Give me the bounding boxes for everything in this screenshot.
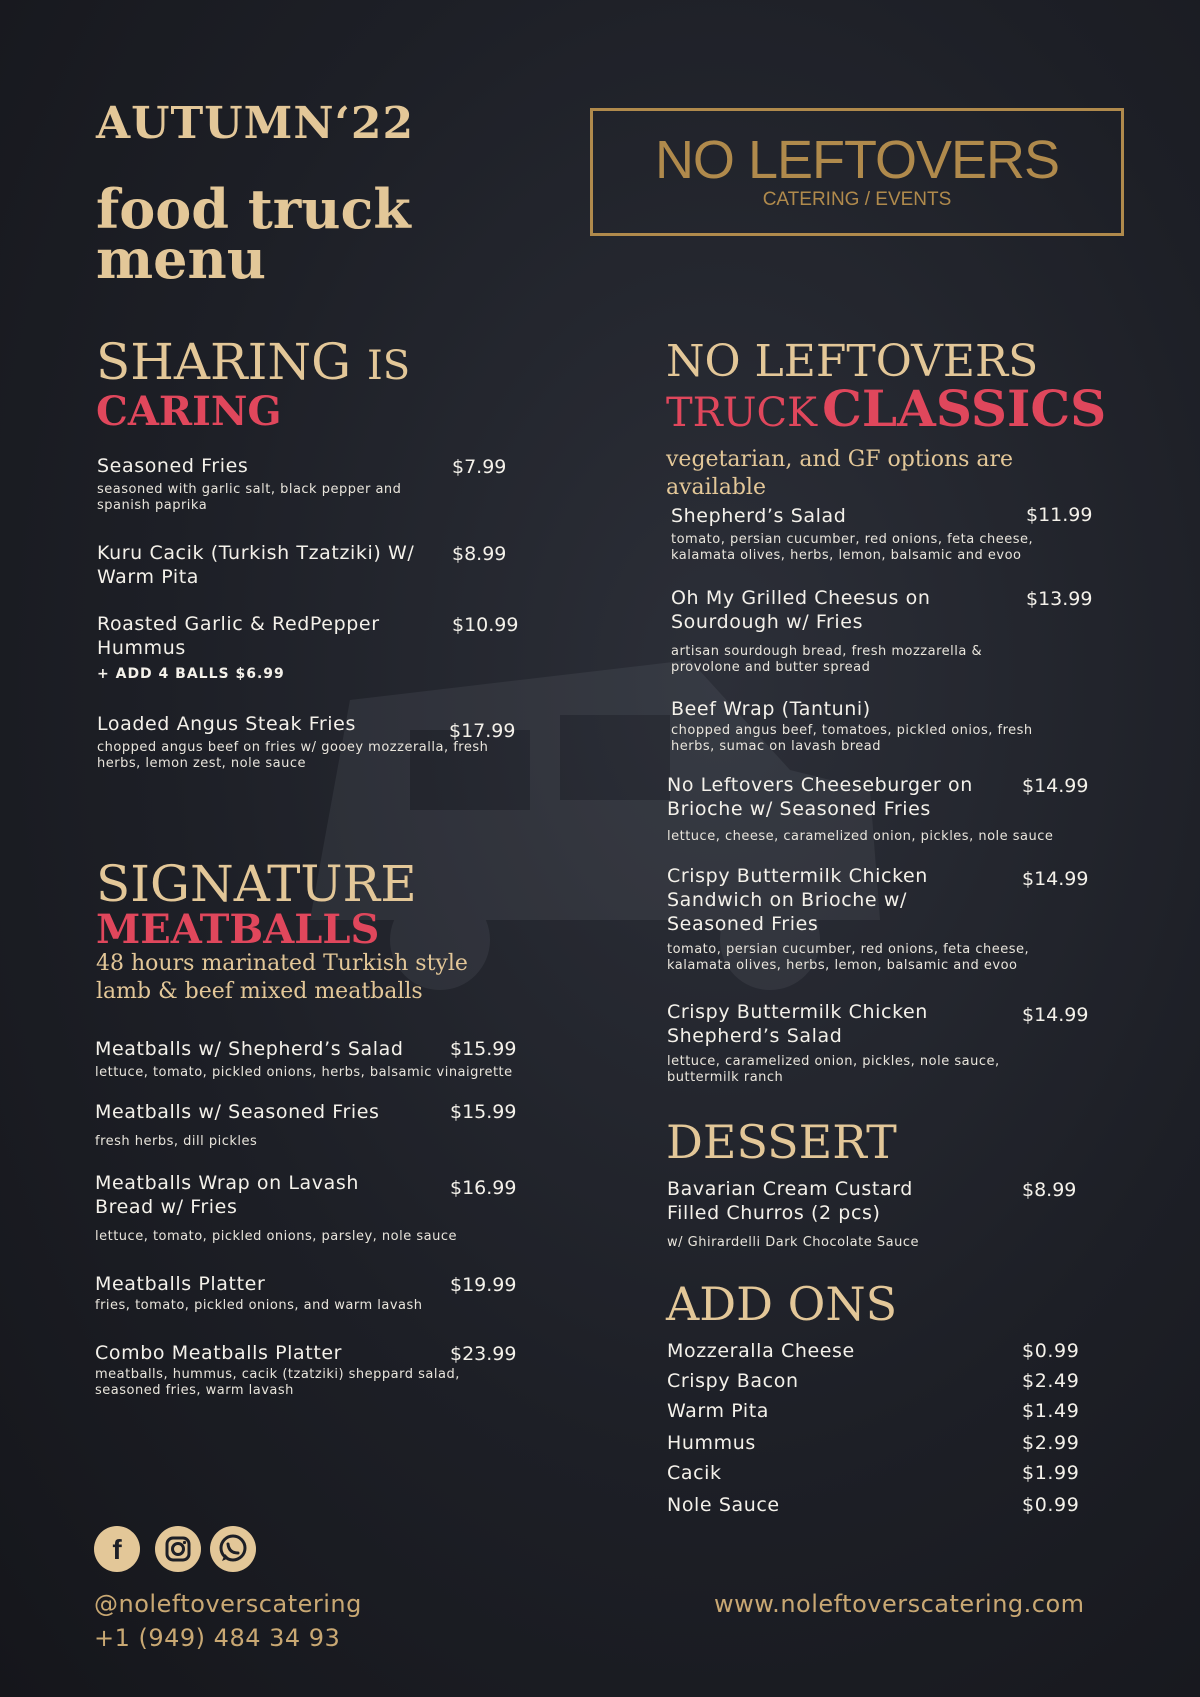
item-description: artisan sourdough bread, fresh mozzarella & provolone and butter spread — [671, 644, 983, 675]
item-price: $10.99 — [452, 614, 519, 636]
item-name: Combo Meatballs Platter — [95, 1342, 343, 1364]
classics-section-title — [666, 336, 1136, 502]
season-title: AUTUMN‘22 — [96, 98, 415, 149]
sharing-title-c: CARING — [96, 388, 282, 435]
addon-price: $0.99 — [1022, 1494, 1080, 1516]
item-name: Kuru Cacik (Turkish Tzatziki) W/ Warm Pita — [97, 542, 415, 588]
item-description: tomato, persian cucumber, red onions, feta cheese, kalamata olives, herbs, lemon, balsamic and evoo — [667, 942, 1030, 973]
menu-item — [667, 1177, 967, 1251]
sharing-section-title — [96, 333, 411, 435]
meatballs-section-title — [96, 855, 516, 1006]
item-price: $14.99 — [1022, 868, 1089, 890]
facebook-icon[interactable] — [94, 1526, 140, 1572]
item-name: Crispy Buttermilk Chicken Shepherd’s Salad — [667, 1001, 928, 1047]
item-description: lettuce, cheese, caramelized onion, pickles, nole sauce — [667, 829, 1054, 844]
addon-row — [667, 1369, 1080, 1399]
item-price: $19.99 — [450, 1274, 517, 1296]
menu-item — [97, 454, 427, 514]
item-description: lettuce, caramelized onion, pickles, nole sauce, buttermilk ranch — [667, 1054, 1000, 1085]
addon-row — [667, 1431, 1080, 1461]
brand-logo — [590, 108, 1124, 236]
classics-title-b: TRUCK — [666, 390, 817, 436]
classics-title-a: NO LEFTOVERS — [666, 336, 1039, 387]
menu-item — [95, 1171, 457, 1245]
addon-price: $1.99 — [1022, 1462, 1080, 1484]
item-description: fries, tomato, pickled onions, and warm lavash — [95, 1298, 423, 1313]
item-price: $7.99 — [452, 456, 507, 478]
item-description: lettuce, tomato, pickled onions, parsley, nole sauce — [95, 1229, 457, 1244]
instagram-icon[interactable] — [155, 1526, 201, 1572]
item-name: Meatballs w/ Seasoned Fries — [95, 1101, 380, 1123]
meatballs-title-a: SIGNATURE — [96, 855, 417, 913]
menu-title — [96, 177, 411, 291]
meatballs-title-b: MEATBALLS — [96, 906, 380, 953]
menu-title-line1: food truck — [96, 177, 411, 241]
item-name: Crispy Buttermilk Chicken Sandwich on Brioche w/ Seasoned Fries — [667, 865, 928, 935]
item-name: Bavarian Cream Custard Filled Churros (2 pcs) — [667, 1178, 913, 1224]
item-price: $8.99 — [1022, 1179, 1077, 1201]
item-name: Meatballs Platter — [95, 1273, 266, 1295]
item-description: w/ Ghirardelli Dark Chocolate Sauce — [667, 1235, 919, 1250]
addon-name: Hummus — [667, 1432, 756, 1454]
item-price: $14.99 — [1022, 1004, 1089, 1026]
item-name: Oh My Grilled Cheesus on Sourdough w/ Fries — [671, 587, 931, 633]
item-price: $11.99 — [1026, 504, 1093, 526]
addon-row — [667, 1399, 1080, 1431]
item-name: Shepherd’s Salad — [671, 505, 847, 527]
addon-price: $2.49 — [1022, 1370, 1080, 1392]
item-price: $23.99 — [450, 1343, 517, 1365]
logo-name: NO LEFTOVERS — [654, 130, 1060, 190]
item-price: $8.99 — [452, 543, 507, 565]
classics-note: vegetarian, and GF options are available — [666, 447, 1014, 500]
item-name: Meatballs Wrap on Lavash Bread w/ Fries — [95, 1172, 360, 1218]
addon-name: Nole Sauce — [667, 1494, 780, 1516]
item-price: $15.99 — [450, 1038, 517, 1060]
menu-item — [95, 1272, 495, 1314]
item-price: $14.99 — [1022, 775, 1089, 797]
item-price: $13.99 — [1026, 588, 1093, 610]
addon-name: Crispy Bacon — [667, 1370, 799, 1392]
menu-item — [97, 541, 437, 589]
social-handle[interactable]: @noleftoverscatering — [94, 1590, 362, 1618]
menu-item — [95, 1100, 435, 1150]
menu-item — [671, 697, 1051, 755]
addon-name: Cacik — [667, 1462, 722, 1484]
addons-title: ADD ONS — [666, 1277, 898, 1331]
item-description: lettuce, tomato, pickled onions, herbs, balsamic vinaigrette — [95, 1065, 513, 1080]
addons-list — [667, 1339, 1080, 1523]
item-name: Seasoned Fries — [97, 455, 249, 477]
item-name: Roasted Garlic & RedPepper Hummus — [97, 613, 380, 659]
item-name: No Leftovers Cheeseburger on Brioche w/ Seasoned Fries — [667, 774, 973, 820]
add-balls-note: + ADD 4 BALLS $6.99 — [97, 666, 285, 682]
item-description: tomato, persian cucumber, red onions, feta cheese, kalamata olives, herbs, lemon, balsamic and evoo — [671, 532, 1034, 563]
menu-item — [671, 586, 1011, 676]
menu-item — [95, 1341, 505, 1399]
item-price: $16.99 — [450, 1177, 517, 1199]
item-description: chopped angus beef on fries w/ gooey mozzeralla, fresh herbs, lemon zest, nole sauce — [97, 740, 489, 771]
item-description: chopped angus beef, tomatoes, pickled onios, fresh herbs, sumac on lavash bread — [671, 723, 1033, 754]
logo-subtitle: CATERING / EVENTS — [762, 189, 952, 210]
phone-number[interactable]: +1 (949) 484 34 93 — [94, 1624, 341, 1652]
menu-item — [97, 612, 427, 682]
addon-row — [667, 1461, 1080, 1493]
svg-text:f: f — [112, 1534, 122, 1565]
menu-item — [667, 1000, 1067, 1086]
addon-name: Mozzeralla Cheese — [667, 1340, 855, 1362]
addon-name: Warm Pita — [667, 1400, 770, 1422]
item-price: $15.99 — [450, 1101, 517, 1123]
item-price: $17.99 — [449, 720, 516, 742]
item-name: Meatballs w/ Shepherd’s Salad — [95, 1038, 404, 1060]
item-description: meatballs, hummus, cacik (tzatziki) sheppard salad, seasoned fries, warm lavash — [95, 1367, 460, 1398]
addon-price: $2.99 — [1022, 1432, 1080, 1454]
item-description: fresh herbs, dill pickles — [95, 1134, 258, 1149]
item-name: Beef Wrap (Tantuni) — [671, 698, 871, 720]
sharing-title-a: SHARING — [96, 333, 352, 391]
menu-item — [97, 712, 507, 772]
website-link[interactable]: www.noleftoverscatering.com — [714, 1590, 1085, 1618]
item-name: Loaded Angus Steak Fries — [97, 713, 356, 735]
item-description: seasoned with garlic salt, black pepper and spanish paprika — [97, 482, 402, 513]
addon-price: $1.49 — [1022, 1400, 1080, 1422]
dessert-title: DESSERT — [666, 1115, 897, 1169]
classics-title-c: CLASSICS — [822, 379, 1107, 438]
addon-row — [667, 1339, 1080, 1369]
addon-row — [667, 1493, 1080, 1523]
addon-price: $0.99 — [1022, 1340, 1080, 1362]
meatballs-note: 48 hours marinated Turkish style lamb & beef mixed meatballs — [96, 951, 468, 1004]
whatsapp-icon[interactable] — [210, 1526, 256, 1572]
menu-title-line2: menu — [96, 227, 267, 291]
sharing-title-b: IS — [366, 343, 411, 389]
